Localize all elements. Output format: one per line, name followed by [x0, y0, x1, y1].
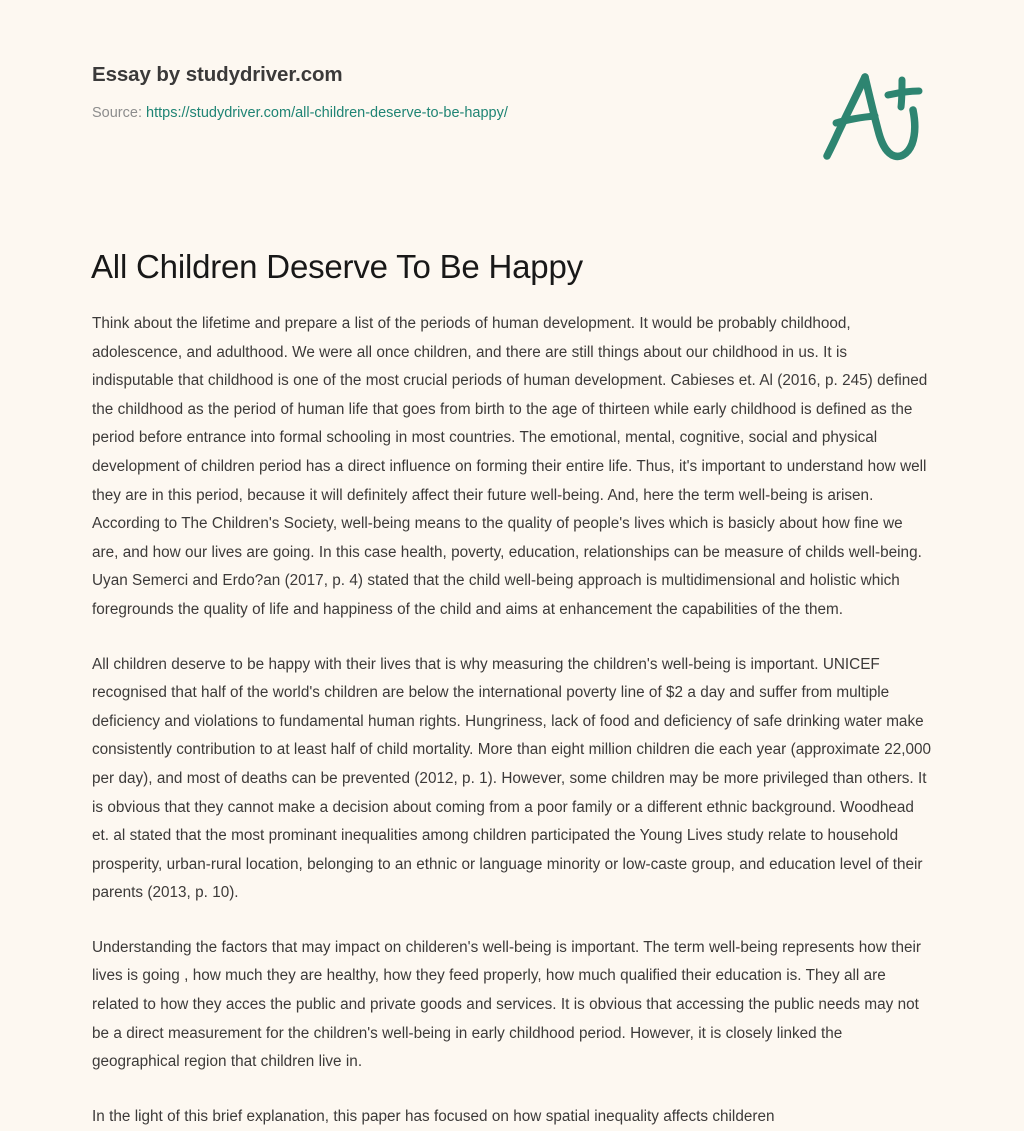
paragraph: In the light of this brief explanation, this paper has focused on how spatial inequality affects childeren — [92, 1107, 775, 1125]
a-plus-logo-icon — [812, 68, 936, 168]
paragraph: Think about the lifetime and prepare a list of the periods of human development. It would be probably childhood, adolescence, and adulthood. We were all once children, and there are still things about our childhood in us. It is indisputable that childhood is one of the most crucial periods of human development. Cabieses et. Al (2016, p. 245) defined the childhood as the period of human life that goes from birth to the age of thirteen while early childhood is defined as the period before entrance into formal schooling in most countries. The emotional, mental, cognitive, social and physical development of children period has a direct influence on forming their entire life. Thus, it's important to understand how well they are in this period, because it will definitely affect their future well-being. And, here the term well-being is arisen. According to The Children's Society, well-being means to the quality of people's lives which is basicly about how fine we are, and how our lives are going. In this case health, poverty, education, relationships can be measure of childs well-being. Uyan Semerci and Erdo?an (2017, p. 4) stated that the child well-being approach is multidimensional and holistic which foregrounds the quality of life and happiness of the child and aims at enhancement the capabilities of the them. — [92, 315, 928, 618]
page-header — [92, 62, 932, 122]
source-label: Source: — [92, 104, 142, 121]
byline: Essay by studydriver.com — [92, 63, 343, 86]
paragraph: All children deserve to be happy with their lives that is why measuring the children's well-being is important. UNICEF recognised that half of the world's children are below the international poverty line of $2 a day and suffer from multiple deficiency and violations to fundamental human rights. Hungriness, lack of food and deficiency of safe drinking water make consistently contribution to at least half of child mortality. More than eight million children die each year (approximate 22,000 per day), and most of deaths can be prevented (2012, p. 1). However, some children may be more privileged than others. It is obvious that they cannot make a decision about coming from a poor family or a different ethnic background. Woodhead et. al stated that the most prominant inequalities among children participated the Young Lives study relate to household prosperity, urban-rural location, belonging to an ethnic or language minority or low-caste group, and education level of their parents (2013, p. 10). — [92, 655, 932, 902]
essay-body — [92, 310, 932, 1131]
paragraph: Understanding the factors that may impact on childeren's well-being is important. The term well-being represents how their lives is going , how much they are healthy, how they feed properly, how much qualified their education is. They all are related to how they acces the public and private goods and services. It is obvious that accessing the public needs may not be a direct measurement for the children's well-being in early childhood period. However, it is closely linked the geographical region that children live in. — [92, 938, 921, 1071]
source-url-link[interactable]: https://studydriver.com/all-children-deserve-to-be-happy/ — [146, 104, 508, 121]
source-line — [92, 104, 932, 123]
page-title: All Children Deserve To Be Happy — [91, 248, 583, 285]
